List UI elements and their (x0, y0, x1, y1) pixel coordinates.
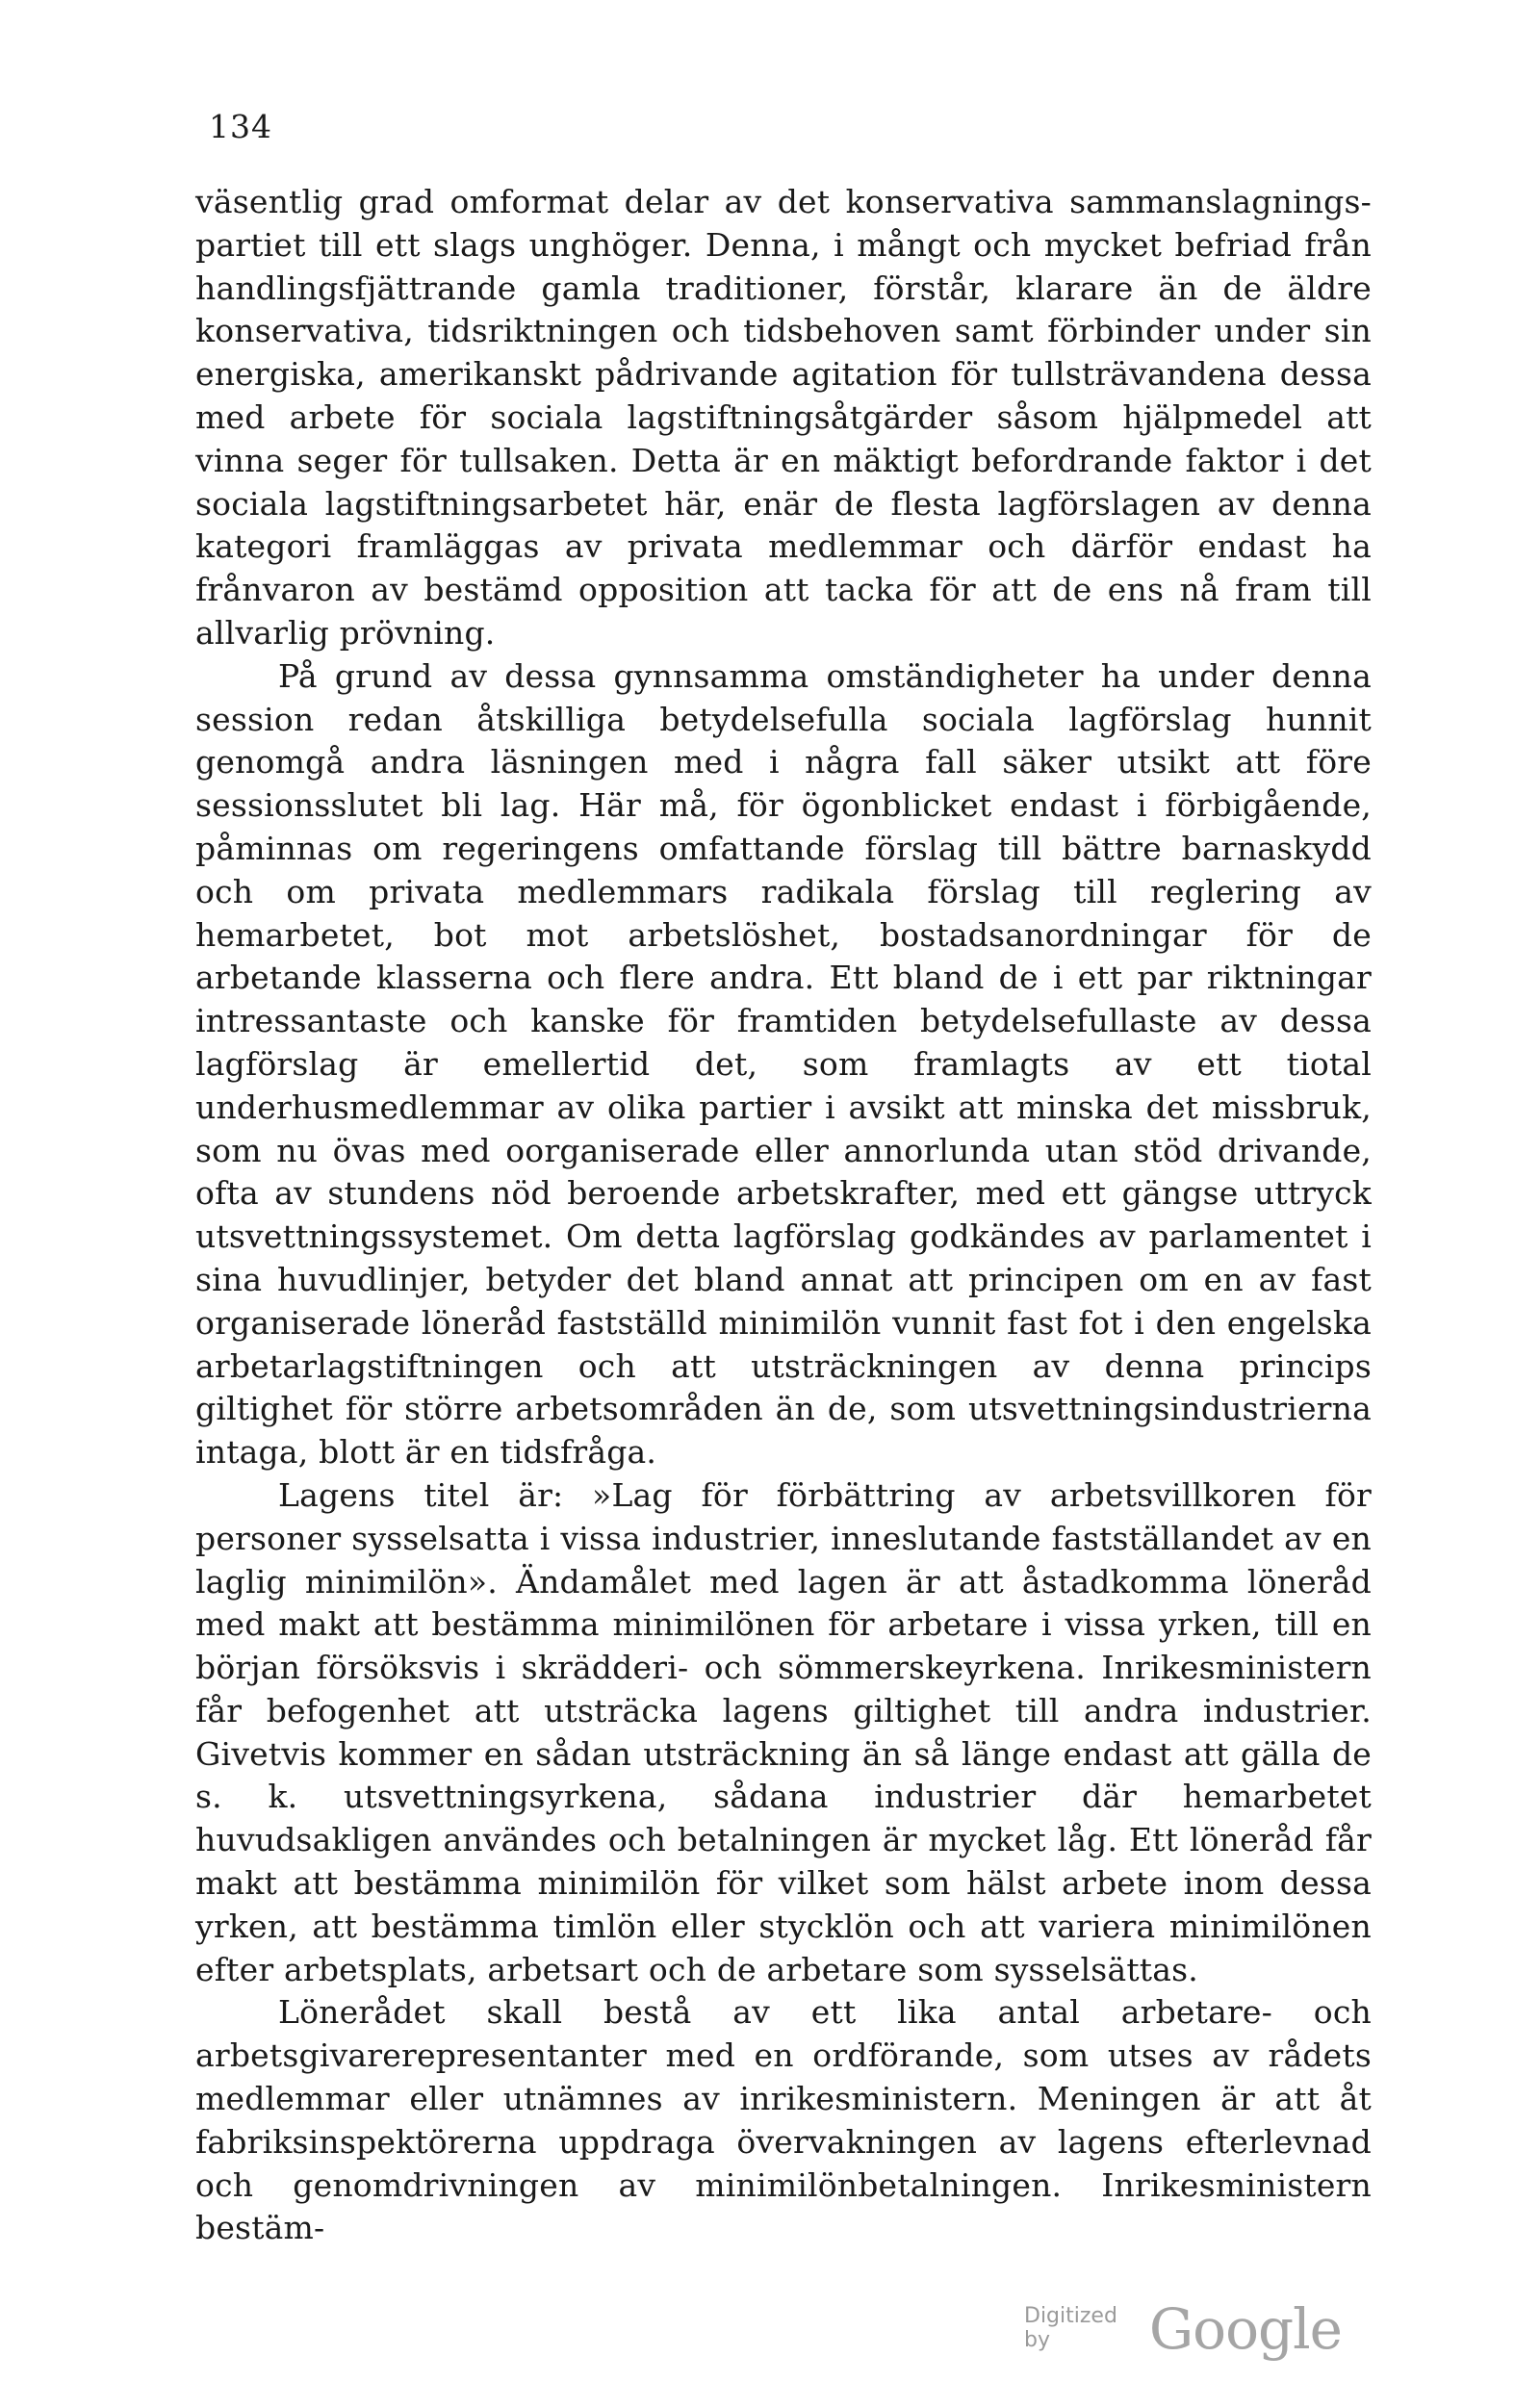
body-text (195, 181, 1372, 2250)
digitized-by-google-watermark (1024, 2298, 1342, 2362)
paragraph-2: På grund av dessa gynnsamma omständigheter ha under denna session redan åtskilliga betydelsefulla sociala lagförslag hunnit genomgå andra läsningen med i några fall säker utsikt att före sessionsslutet bli lag. Här må, för ögonblicket endast i förbigående, påminnas om regeringens omfattande förslag till bättre barnaskydd och om privata medlemmars radikala förslag till reglering av hemarbetet, bot mot arbetslöshet, bostadsanordningar för de arbetande klasserna och flere andra. Ett bland de i ett par riktningar intressantaste och kanske för framtiden betydelsefullaste av dessa lagförslag är emellertid det, som framlagts av ett tiotal underhusmedlemmar av olika partier i avsikt att minska det missbruk, som nu övas med oorganiserade eller annorlunda utan stöd drivande, ofta av stundens nöd beroende arbetskrafter, med ett gängse uttryck utsvettningssystemet. Om detta lagförslag godkändes av parlamentet i sina huvudlinjer, betyder det bland annat att principen om en av fast organiserade lönеråd fastställd minimilön vunnit fast fot i den engelska arbetarlagstiftningen och att utsträckningen av denna princips giltighet för större arbetsområden än de, som utsvettningsindustrierna intaga, blott är en tidsfråga. (195, 656, 1372, 1472)
paragraph-4: Lönеrådet skall bestå av ett lika antal arbetare- och arbetsgivarerepresentanter med en ordförande, som utses av rådets medlemmar eller utnämnes av inrikesministern. Meningen är att åt fabriksinspektörerna uppdraga övervakningen av lagens efterlevnad och genomdrivningen av minimilönbetalningen. Inrikesministern bestäm- (195, 1993, 1372, 2247)
paragraph-3: Lagens titel är: »Lag för förbättring av arbetsvillkoren för personer sysselsatta i vissa industrier, inneslutande fastställandet av en laglig minimilön». Ändamålet med lagen är att åstadkomma lönеråd med makt att bestämma minimilönen för arbetare i vissa yrken, till en början försöksvis i skrädderi- och sömmerskeyrkena. Inrikesministern får befogenhet att utsträcka lagens giltighet till andra industrier. Givetvis kommer en sådan utsträckning än så länge endast att gälla de s. k. utsvettningsyrkena, sådana industrier där hemarbetet huvudsakligen användes och betalningen är mycket låg. Ett lönеråd får makt att bestämma minimilön för vilket som hälst arbete inom dessa yrken, att bestämma timlön eller stycklön och att variera minimilönen efter arbetsplats, arbetsart och de arbetare som sysselsättas. (195, 1475, 1372, 1988)
watermark-prefix: Digitized by (1024, 2304, 1117, 2352)
page-number: 134 (209, 108, 272, 145)
google-logo: Google (1148, 2296, 1342, 2362)
paragraph-1: väsentlig grad omformat delar av det konservativa sammanslagnings-partiet till ett slags unghöger. Denna, i mångt och mycket befriad från handlingsfjättrande gamla traditioner, förstår, klarare än de äldre konservativa, tidsriktningen och tidsbehoven samt förbinder under sin energiska, amerikanskt pådrivande agitation för tullsträvandena dessa med arbete för sociala lagstiftningsåtgärder såsom hjälpmedel att vinna seger för tullsaken. Detta är en mäktigt befordrande faktor i det sociala lagstiftningsarbetet här, enär de flesta lagförslagen av denna kategori framläggas av privata medlemmar och därför endast ha frånvaron av bestämd opposition att tacka för att de ens nå fram till allvarlig prövning. (195, 183, 1372, 652)
